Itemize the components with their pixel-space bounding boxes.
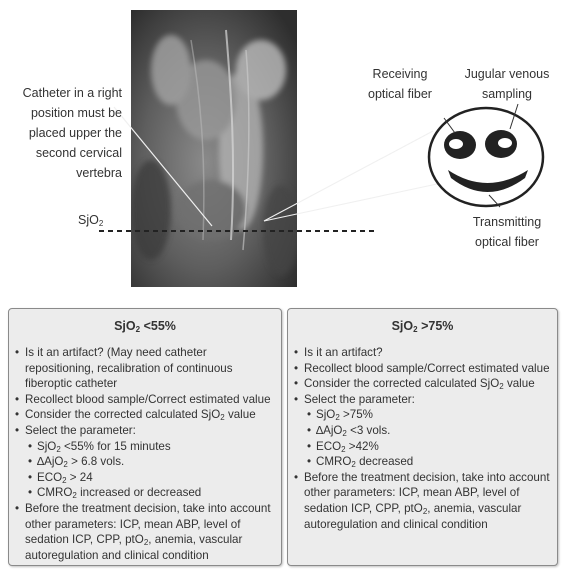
parameter-item: • $CMRO_2$ increased or decreased: [37, 485, 275, 501]
checklist-item: • Is it an artifact?: [304, 345, 551, 361]
magnify-line-bottom: [264, 184, 437, 221]
checklist-item: • Recollect blood sample/Correct estimated value: [25, 392, 275, 408]
checklist-item: • Before the treatment decision, take into account other parameters: ICP, mean ABP, level of sedation ICP, CPP, ptO$_2$, anemia, vascular autoregulation and clinical condition: [25, 501, 275, 563]
note-line: placed upper the: [28, 126, 122, 140]
catheter-position-note: [10, 83, 122, 183]
note-line: Catheter in a right: [22, 86, 122, 100]
checklist-item: • Is it an artifact? (May need catheter repositioning, recalibration of continuous fiberoptic catheter: [25, 345, 275, 392]
panel-checklist: [288, 333, 557, 532]
checklist-item: • Recollect blood sample/Correct estimated value: [304, 361, 551, 377]
sjo2-level-label: SjO$_2$: [78, 213, 104, 228]
panel-title: SjO$_2$ >75%: [391, 319, 454, 334]
parameter-item: • SjO$_2$ >75%: [316, 407, 551, 423]
checklist-item: • Select the parameter: • SjO$_2$ <55% for 15 minutes • ∆AjO$_2$ > 6.8 vols. • $ECO_2 > 24$ • $CMRO_2$ increased or decreased: [25, 423, 275, 501]
checklist-item: • Before the treatment decision, take into account other parameters: ICP, mean ABP, level of sedation ICP, CPP, ptO$_2$, anemia, vascular autoregulation and clinical condition: [304, 470, 551, 532]
panel-checklist: [9, 333, 281, 563]
parameter-item: • $ECO_2 > 24$: [37, 470, 275, 486]
transmitting-fiber-label: Transmitting optical fiber: [472, 215, 542, 249]
parameter-item: • $CMRO_2$ decreased: [316, 454, 551, 470]
receiving-fiber-label: Receiving optical fiber: [368, 67, 432, 101]
catheter-pointer-line: [114, 107, 212, 226]
parameter-item: • ∆AjO$_2$ <3 vols.: [316, 423, 551, 439]
note-line: position must be: [30, 106, 122, 120]
magnify-line-top: [264, 131, 433, 221]
panel-title: SjO$_2$ <55%: [114, 319, 176, 334]
catheter-cross-section: [429, 108, 543, 206]
low-sjo2-panel: [8, 308, 282, 566]
parameter-item: • ∆AjO$_2$ > 6.8 vols.: [37, 454, 275, 470]
checklist-item: • Select the parameter: • SjO$_2$ >75% • ∆AjO$_2$ <3 vols. • $ECO_2 >42\%$ • $CMRO_2$ decreased: [304, 392, 551, 470]
note-line: second cervical: [35, 146, 122, 160]
parameter-item: • SjO$_2$ <55% for 15 minutes: [37, 439, 275, 455]
note-line: vertebra: [76, 166, 122, 180]
parameter-item: • $ECO_2 >42\%$: [316, 439, 551, 455]
parameter-list: [25, 439, 275, 501]
jugular-sampling-label: Jugular venous sampling: [464, 67, 550, 101]
checklist-item: • Consider the corrected calculated SjO$_2$ value: [25, 407, 275, 423]
parameter-list: [304, 407, 551, 469]
checklist-item: • Consider the corrected calculated SjO$_2$ value: [304, 376, 551, 392]
high-sjo2-panel: [287, 308, 558, 566]
